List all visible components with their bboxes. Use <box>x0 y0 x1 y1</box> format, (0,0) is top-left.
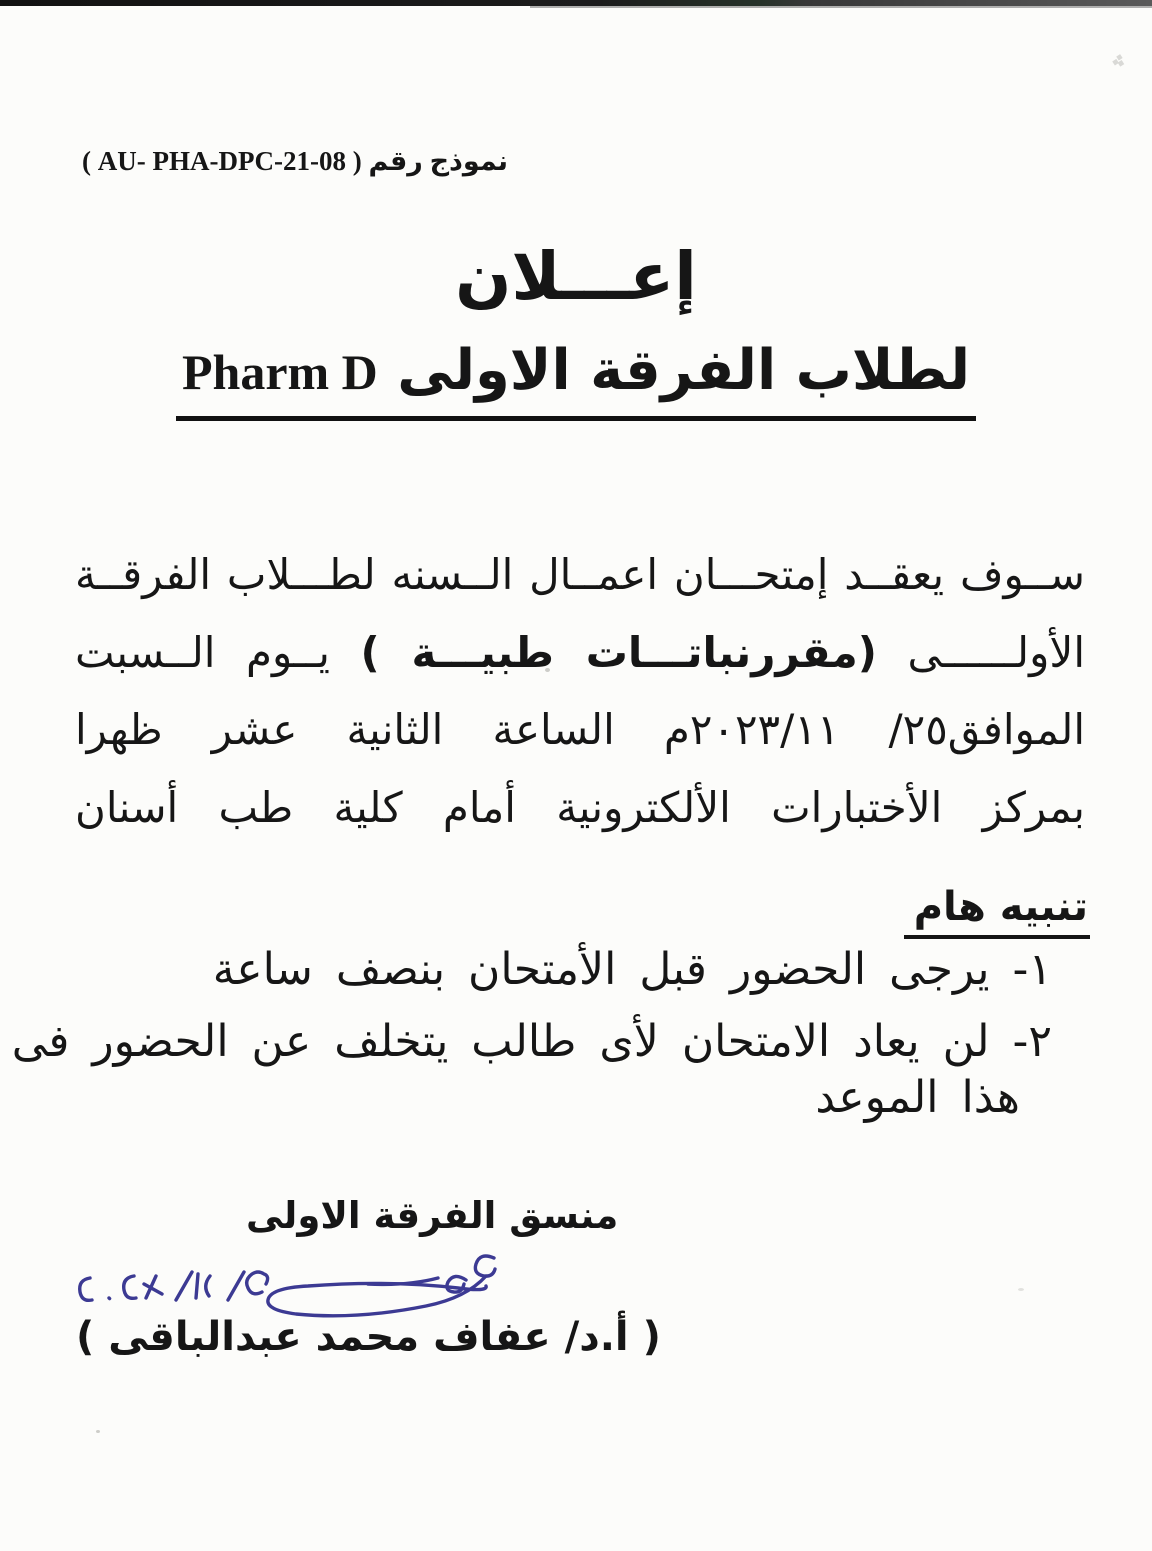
body-line-4-exam-location: بمركز الأختبارات الألكترونية أمام كلية طب أسنان <box>75 783 1085 832</box>
handwritten-digit <box>247 1272 268 1294</box>
body-line-2-end: يــوم الــسبت <box>75 628 361 677</box>
notice-heading: تنبيه هام <box>904 884 1090 939</box>
handwritten-dot <box>109 1298 110 1299</box>
body-line-1: ســوف يعقــد إمتحـــان اعمــال الــسنه لطـــلاب الفرقــة <box>75 550 1085 599</box>
handwritten-digit <box>80 1278 92 1300</box>
course-name-bold: (مقررنباتـــات طبيـــة ) <box>360 628 877 677</box>
notice-item-1: ١- يرجى الحضور قبل الأمتحان بنصف ساعة <box>212 944 1052 995</box>
subtitle-latin-pharm-d: Pharm D <box>181 344 378 400</box>
scan-smudge: ؞ <box>1104 50 1130 89</box>
notice-item-2: ٢- لن يعاد الامتحان لأى طالب يتخلف عن الحضور فى <box>11 1016 1052 1067</box>
notice-item-2-continuation: هذا الموعد <box>815 1072 1020 1123</box>
handwritten-digit <box>144 1276 162 1298</box>
handwritten-digit <box>124 1276 136 1298</box>
handwritten-digit <box>196 1274 198 1298</box>
signature-stroke <box>475 1256 495 1276</box>
handwritten-slash <box>176 1272 192 1300</box>
signer-name: ( أ.د/ عفاف محمد عبدالباقى ) <box>76 1314 661 1360</box>
body-line-2-start: الأولــــــى <box>876 628 1085 677</box>
announcement-title: إعـــلان <box>455 238 697 315</box>
signature-flourish <box>268 1276 486 1316</box>
scan-speck <box>1018 1288 1024 1291</box>
coordinator-title: منسق الفرقة الاولى <box>246 1194 619 1237</box>
signature-stroke <box>368 1278 438 1284</box>
subtitle-arabic: لطلاب الفرقة الاولى <box>397 338 971 403</box>
scan-speck <box>96 1430 100 1433</box>
body-line-2 <box>75 626 1085 681</box>
body-line-3-exam-date: الموافق٢٥/ ٢٠٢٣/١١م الساعة الثانية عشر ظهرا <box>75 705 1085 754</box>
handwritten-slash <box>228 1272 244 1300</box>
announcement-subtitle <box>0 336 1152 421</box>
scanner-edge-line-thin <box>530 6 1152 8</box>
handwritten-digit <box>206 1276 210 1296</box>
form-number: نموذج رقم ( AU- PHA-DPC-21-08 ) <box>82 146 509 176</box>
